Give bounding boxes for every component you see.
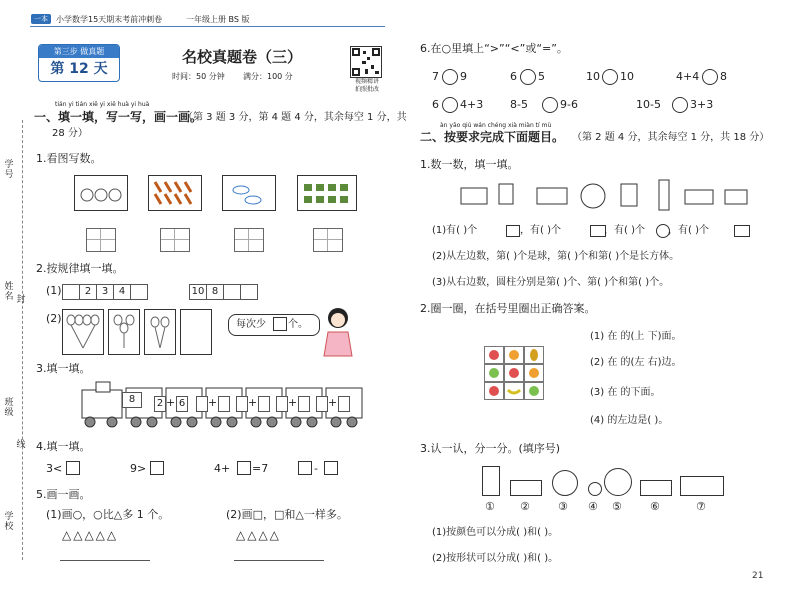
- cylinder-icon: [506, 225, 520, 237]
- s2-q2-title: 2.圈一圈，在括号里圈出正确答案。: [420, 302, 596, 315]
- day-badge: [38, 44, 120, 82]
- q5-2-answer-line[interactable]: [234, 560, 324, 561]
- train-cell: 6: [176, 396, 188, 412]
- section2-note: （第 2 题 4 分，其余每空 1 分，共 18 分）: [572, 132, 770, 143]
- shape-label-5: ⑤: [612, 500, 622, 513]
- seq-cell: 2: [79, 284, 97, 300]
- train-op: +: [328, 396, 338, 409]
- seq-cell-b[interactable]: [240, 284, 258, 300]
- speech-answer-box[interactable]: [273, 317, 287, 331]
- answer-box-carrots[interactable]: [160, 228, 190, 252]
- s2-q2-4: (4) 的左边是( )。: [590, 415, 669, 426]
- brand-logo: 一本: [31, 14, 51, 24]
- pic-fish: [222, 175, 276, 211]
- qr-pattern-icon: [351, 47, 381, 77]
- badge-day: 第 12 天: [50, 61, 108, 77]
- cuboid-icon: [685, 190, 713, 204]
- answer-box-cakes[interactable]: [313, 228, 343, 252]
- s2-q1-3: (3)从右边数，圆柱分别是第( )个、第( )个和第( )个。: [432, 277, 670, 288]
- balloon-icon: [145, 310, 175, 354]
- train-cell[interactable]: [218, 396, 230, 412]
- seq-cell[interactable]: [130, 284, 148, 300]
- s2-q3-1: (1)按颜色可以分成( )和( )。: [432, 527, 559, 538]
- s2-q1-title: 1.数一数，填一填。: [420, 158, 519, 171]
- compare-circle[interactable]: [702, 69, 718, 85]
- shape-label-6: ⑥: [650, 500, 660, 513]
- pear-icon: [529, 386, 539, 396]
- compare-circle[interactable]: [542, 97, 558, 113]
- section1-note: （第 3 题 3 分，第 4 题 4 分，其余每空 1 分，共: [183, 112, 407, 123]
- balloon-icon: [109, 310, 139, 354]
- train-cell[interactable]: [258, 396, 270, 412]
- shape-7-rect: [680, 476, 724, 496]
- q6-r2-a: 6: [432, 98, 439, 111]
- cuboid-icon: [461, 188, 487, 204]
- q6-r1-f: 10: [620, 70, 634, 83]
- speech-text: 每次少: [236, 319, 266, 330]
- cylinder-icon: [499, 184, 513, 204]
- margin-xingming: 姓名: [4, 282, 14, 302]
- q6-r1-a: 7: [432, 70, 439, 83]
- q6-r1-d: 5: [538, 70, 545, 83]
- q4-box-2[interactable]: [150, 461, 164, 475]
- train-op: +: [248, 396, 258, 409]
- q5-1-answer-line[interactable]: [60, 560, 150, 561]
- train-cell[interactable]: [298, 396, 310, 412]
- fruit-icons: [484, 346, 546, 402]
- score-label: 满分：100 分: [243, 72, 293, 81]
- shape-3-circle: [552, 470, 578, 496]
- q6-r2-e: 10-5: [636, 98, 661, 111]
- shape-label-4: ④: [588, 500, 598, 513]
- s2-q1-1d: ，有( )个: [668, 225, 709, 236]
- solids-row: [455, 178, 755, 212]
- q6-r2-c: 8-5: [510, 98, 528, 111]
- q4-item-5: -: [314, 462, 318, 475]
- q4-box-4[interactable]: [298, 461, 312, 475]
- banana-icon: [508, 390, 520, 393]
- q4-title: 4.填一填。: [36, 440, 91, 453]
- header-rule: [30, 26, 385, 27]
- shape-1-rect: [482, 466, 500, 496]
- s2-q1-1b: ，有( )个: [520, 225, 561, 236]
- cake-icon: [298, 176, 356, 210]
- s2-q1-1c: ，有( )个: [604, 225, 645, 236]
- shape-label-2: ②: [520, 500, 530, 513]
- margin-xian: 线: [16, 440, 26, 450]
- apple-icon: [509, 368, 519, 378]
- train-cell[interactable]: [236, 396, 248, 412]
- girl-icon: [320, 304, 356, 360]
- q4-item-4: =7: [252, 462, 269, 475]
- shape-4-circle: [588, 482, 602, 496]
- s2-q3-2: (2)按形状可以分成( )和( )。: [432, 553, 559, 564]
- balloon-box-1: [62, 309, 104, 355]
- apple-icon: [489, 386, 499, 396]
- cuboid-icon: [537, 188, 567, 204]
- q2-2-label: (2): [46, 312, 62, 325]
- qr-code[interactable]: [350, 46, 382, 78]
- grade-label: 一年级上册 BS 版: [186, 15, 250, 24]
- q2-1-label: (1): [46, 284, 62, 297]
- badge-step: 第三步 做真题: [39, 45, 119, 58]
- pic-carrots: [148, 175, 202, 211]
- speech-unit: 个。: [288, 319, 308, 330]
- ball-icon: [581, 184, 605, 208]
- q4-box-1[interactable]: [66, 461, 80, 475]
- fish-icon: [223, 176, 275, 210]
- s2-q2-1: (1) 在 的(上 下)面。: [590, 331, 682, 342]
- shape-label-1: ①: [485, 500, 495, 513]
- s2-q2-3: (3) 在 的下面。: [590, 387, 661, 398]
- train-cell[interactable]: [196, 396, 208, 412]
- q2-title: 2.按规律填一填。: [36, 262, 124, 275]
- seq-cell: 4: [113, 284, 131, 300]
- page-number: 21: [752, 571, 764, 581]
- orange-icon: [529, 368, 539, 378]
- q6-r2-b: 4+3: [460, 98, 484, 111]
- q6-r1-b: 9: [460, 70, 467, 83]
- q5-2-text: (2)画□，□和△一样多。: [226, 508, 348, 521]
- cylinder-icon: [725, 190, 747, 204]
- series-title: 小学数学15天期末考前冲刺卷: [56, 15, 163, 24]
- train-cell[interactable]: [338, 396, 350, 412]
- balloon-box-2: [108, 309, 140, 355]
- seq-cell[interactable]: [62, 284, 80, 300]
- shape-label-7: ⑦: [696, 500, 706, 513]
- compare-circle[interactable]: [442, 97, 458, 113]
- train-op: +: [208, 396, 218, 409]
- compare-circle[interactable]: [672, 97, 688, 113]
- q6-r1-c: 6: [510, 70, 517, 83]
- section1-pinyin: tián yi tián xiě yi xiě huà yi huà: [55, 101, 150, 108]
- balloon-icon: [63, 310, 103, 354]
- pic-cakes: [297, 175, 357, 211]
- pear-icon: [489, 368, 499, 378]
- section1-note2: 28 分）: [52, 128, 88, 139]
- balloon-box-3: [144, 309, 176, 355]
- seq-cell-b[interactable]: [223, 284, 241, 300]
- q4-item-1: 3<: [46, 462, 63, 475]
- q5-1-triangles: △△△△△: [62, 528, 119, 542]
- margin-xuexiao: 学校: [4, 512, 14, 532]
- train-cell[interactable]: [276, 396, 288, 412]
- paper-title: 名校真题卷（三）: [182, 48, 303, 66]
- q6-r1-e: 10: [586, 70, 600, 83]
- train-cell[interactable]: [316, 396, 328, 412]
- q4-box-3[interactable]: [237, 461, 251, 475]
- train-op: +: [288, 396, 298, 409]
- s2-q1-1: (1)有( )个: [432, 225, 478, 236]
- shape-6-rect: [640, 480, 672, 496]
- peach-icon: [75, 176, 127, 210]
- s2-q3-title: 3.认一认，分一分。(填序号): [420, 442, 561, 455]
- q5-1-text: (1)画○，○比△多 1 个。: [46, 508, 170, 521]
- q6-r2-d: 9-6: [560, 98, 578, 111]
- q6-r1-h: 8: [720, 70, 727, 83]
- section2-heading: 二、按要求完成下面题目。: [420, 130, 565, 144]
- shape-label-3: ③: [558, 500, 568, 513]
- compare-circle[interactable]: [520, 69, 536, 85]
- pineapple-icon: [530, 349, 538, 361]
- section2-pinyin: àn yāo qiú wán chéng xià miàn tí mù: [440, 122, 552, 129]
- q5-title: 5.画一画。: [36, 488, 91, 501]
- q6-r1-g: 4+4: [676, 70, 700, 83]
- seq-cell-b: 10: [189, 284, 207, 300]
- q4-item-3: 4+: [214, 462, 231, 475]
- compare-circle[interactable]: [602, 69, 618, 85]
- q6-r2-f: 3+3: [690, 98, 714, 111]
- q3-title: 3.填一填。: [36, 362, 91, 375]
- time-label: 时间：50 分钟: [172, 72, 225, 81]
- compare-circle[interactable]: [442, 69, 458, 85]
- section1-heading: 一、填一填，写一写，画一画。: [34, 110, 203, 124]
- train-cell: 2: [154, 396, 166, 412]
- train-cell: 8: [122, 392, 142, 408]
- seq-cell-b: 8: [206, 284, 224, 300]
- cylinder-icon: [621, 184, 637, 206]
- margin-xuehao: 学号: [4, 160, 14, 180]
- q4-item-2: 9>: [130, 462, 147, 475]
- answer-box-fish[interactable]: [234, 228, 264, 252]
- carrot-icon: [149, 176, 201, 210]
- s2-q2-2: (2) 在 的(左 右)边。: [590, 357, 682, 368]
- shape-5-circle: [604, 468, 632, 496]
- q1-title: 1.看图写数。: [36, 152, 102, 165]
- apple-icon: [489, 350, 499, 360]
- pic-peaches: [74, 175, 128, 211]
- cuboid-icon: [659, 180, 669, 210]
- q6-title: 6.在○里填上“>”“<”或“=”。: [420, 42, 568, 55]
- s2-q1-2: (2)从左边数，第( )个是球，第( )个和第( )个是长方体。: [432, 251, 680, 262]
- orange-icon: [509, 350, 519, 360]
- q5-2-triangles: △△△△: [236, 528, 281, 542]
- margin-banji: 班级: [4, 398, 14, 418]
- train-op: +: [166, 396, 176, 409]
- margin-feng: 封: [16, 295, 26, 305]
- binding-line: [22, 120, 23, 560]
- qr-caption-2: 拍照批改: [355, 86, 380, 93]
- balloon-box-4[interactable]: [180, 309, 212, 355]
- q4-box-5[interactable]: [324, 461, 338, 475]
- answer-box-peaches[interactable]: [86, 228, 116, 252]
- seq-cell: 3: [96, 284, 114, 300]
- shape-2-rect: [510, 480, 542, 496]
- qr-caption-1: 视频精讲: [355, 78, 380, 85]
- cuboid-icon: [734, 225, 750, 237]
